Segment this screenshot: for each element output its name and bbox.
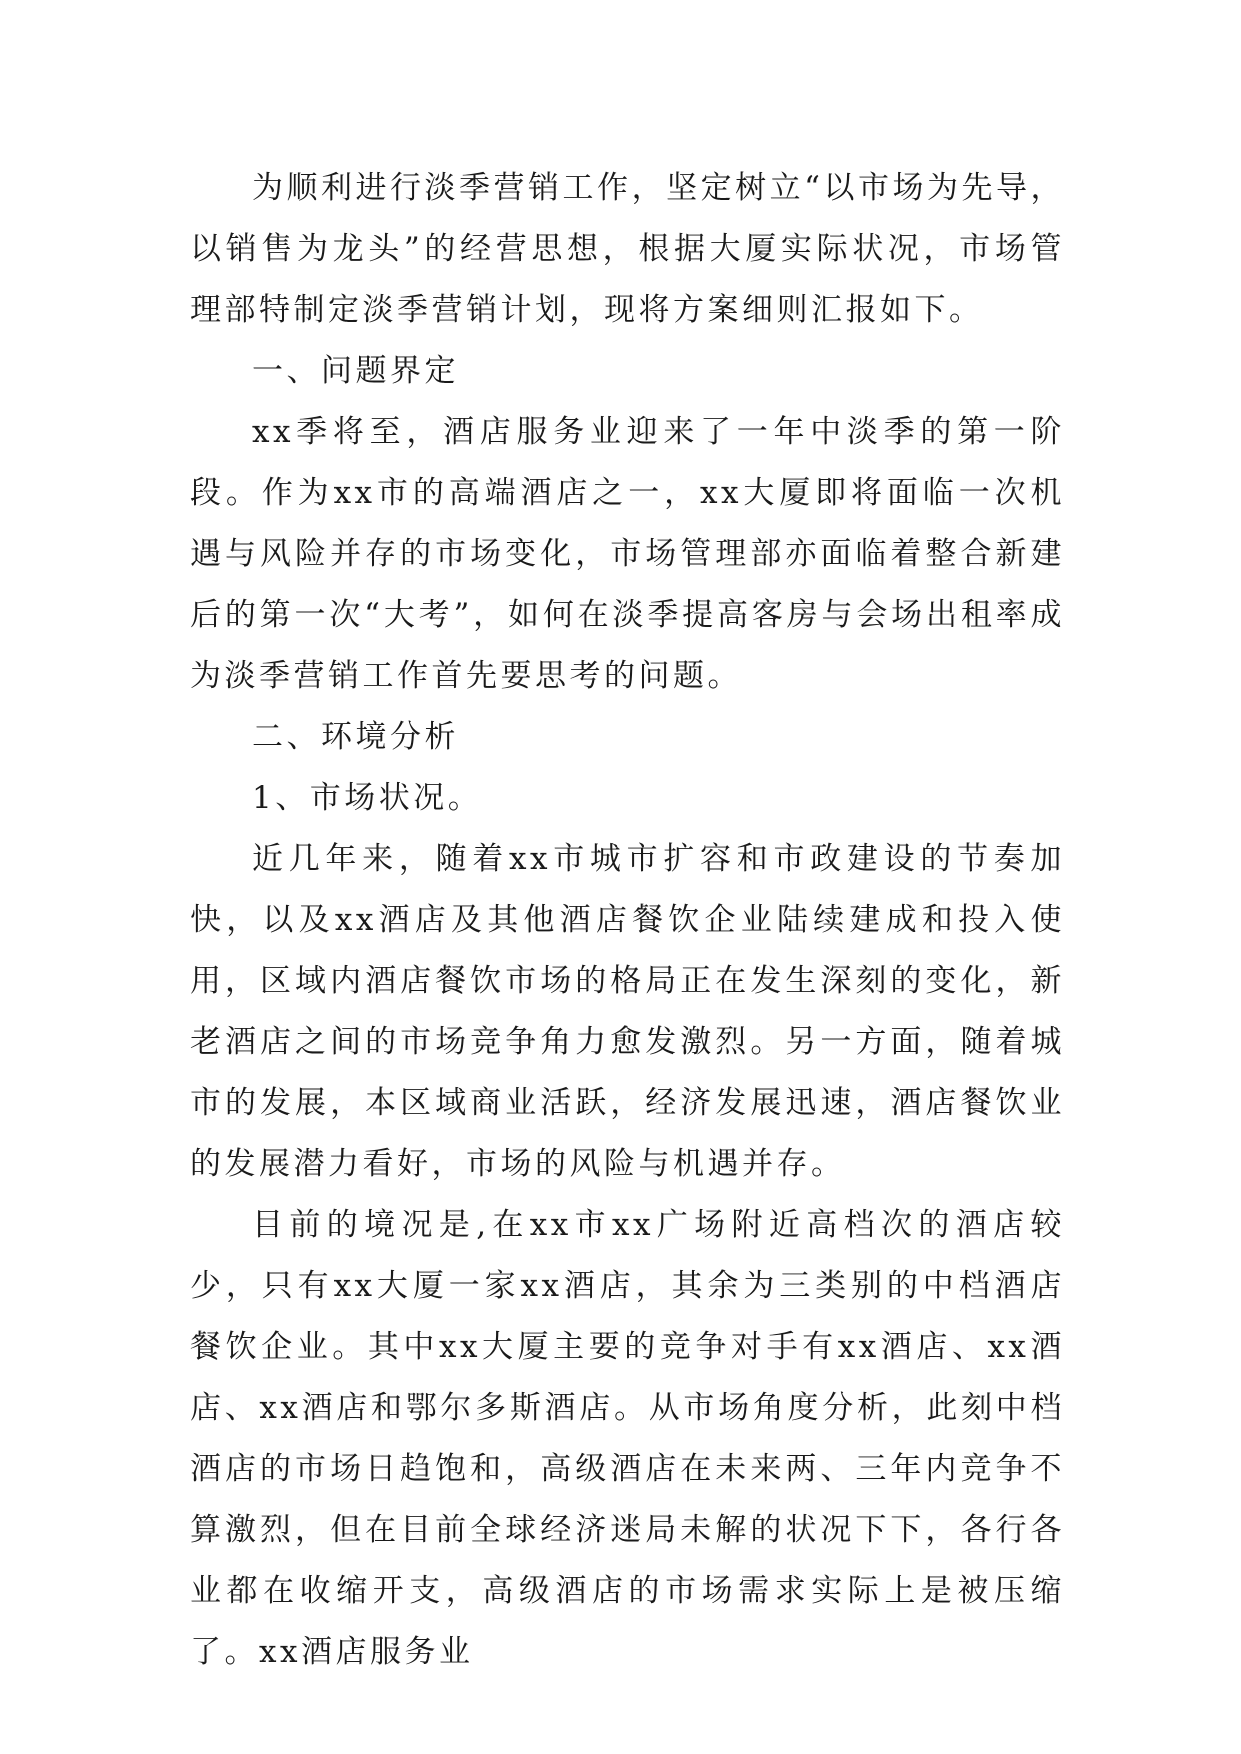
intro-paragraph: 为顺利进行淡季营销工作，坚定树立“以市场为先导，以销售为龙头”的经营思想，根据大厦实际状况，市场管理部特制定淡季营销计划，现将方案细则汇报如下。 [190, 170, 1065, 328]
situation-paragraph: 目前的境况是,在xx市xx广场附近高档次的酒店较少，只有xx大厦一家xx酒店，其余为三类别的中档酒店餐饮企业。其中xx大厦主要的竞争对手有xx酒店、xx酒店、xx酒店和鄂尔多斯酒店。从市场角度分析，此刻中档酒店的市场日趋饱和，高级酒店在未来两、三年内竞争不算激烈，但在目前全球经济迷局未解的状况下下，各行各业都在收缩开支，高级酒店的市场需求实际上是被压缩了。xx酒店服务业 [190, 1207, 1065, 1670]
document-body [190, 158, 1065, 1683]
section-heading-environment-analysis: 二、环境分析 [252, 719, 459, 755]
problem-paragraph: xx季将至，酒店服务业迎来了一年中淡季的第一阶段。作为xx市的高端酒店之一，xx大厦即将面临一次机遇与风险并存的市场变化，市场管理部亦面临着整合新建后的第一次“大考”，如何在淡季提高客房与会场出租率成为淡季营销工作首先要思考的问题。 [190, 414, 1065, 694]
subheading-market-status: 1、市场状况。 [252, 780, 483, 816]
market-paragraph: 近几年来，随着xx市城市扩容和市政建设的节奏加快，以及xx酒店及其他酒店餐饮企业陆续建成和投入使用，区域内酒店餐饮市场的格局正在发生深刻的变化，新老酒店之间的市场竞争角力愈发激烈。另一方面，随着城市的发展，本区域商业活跃，经济发展迅速，酒店餐饮业的发展潜力看好，市场的风险与机遇并存。 [190, 841, 1065, 1182]
section-heading-problem-definition: 一、问题界定 [252, 353, 459, 389]
